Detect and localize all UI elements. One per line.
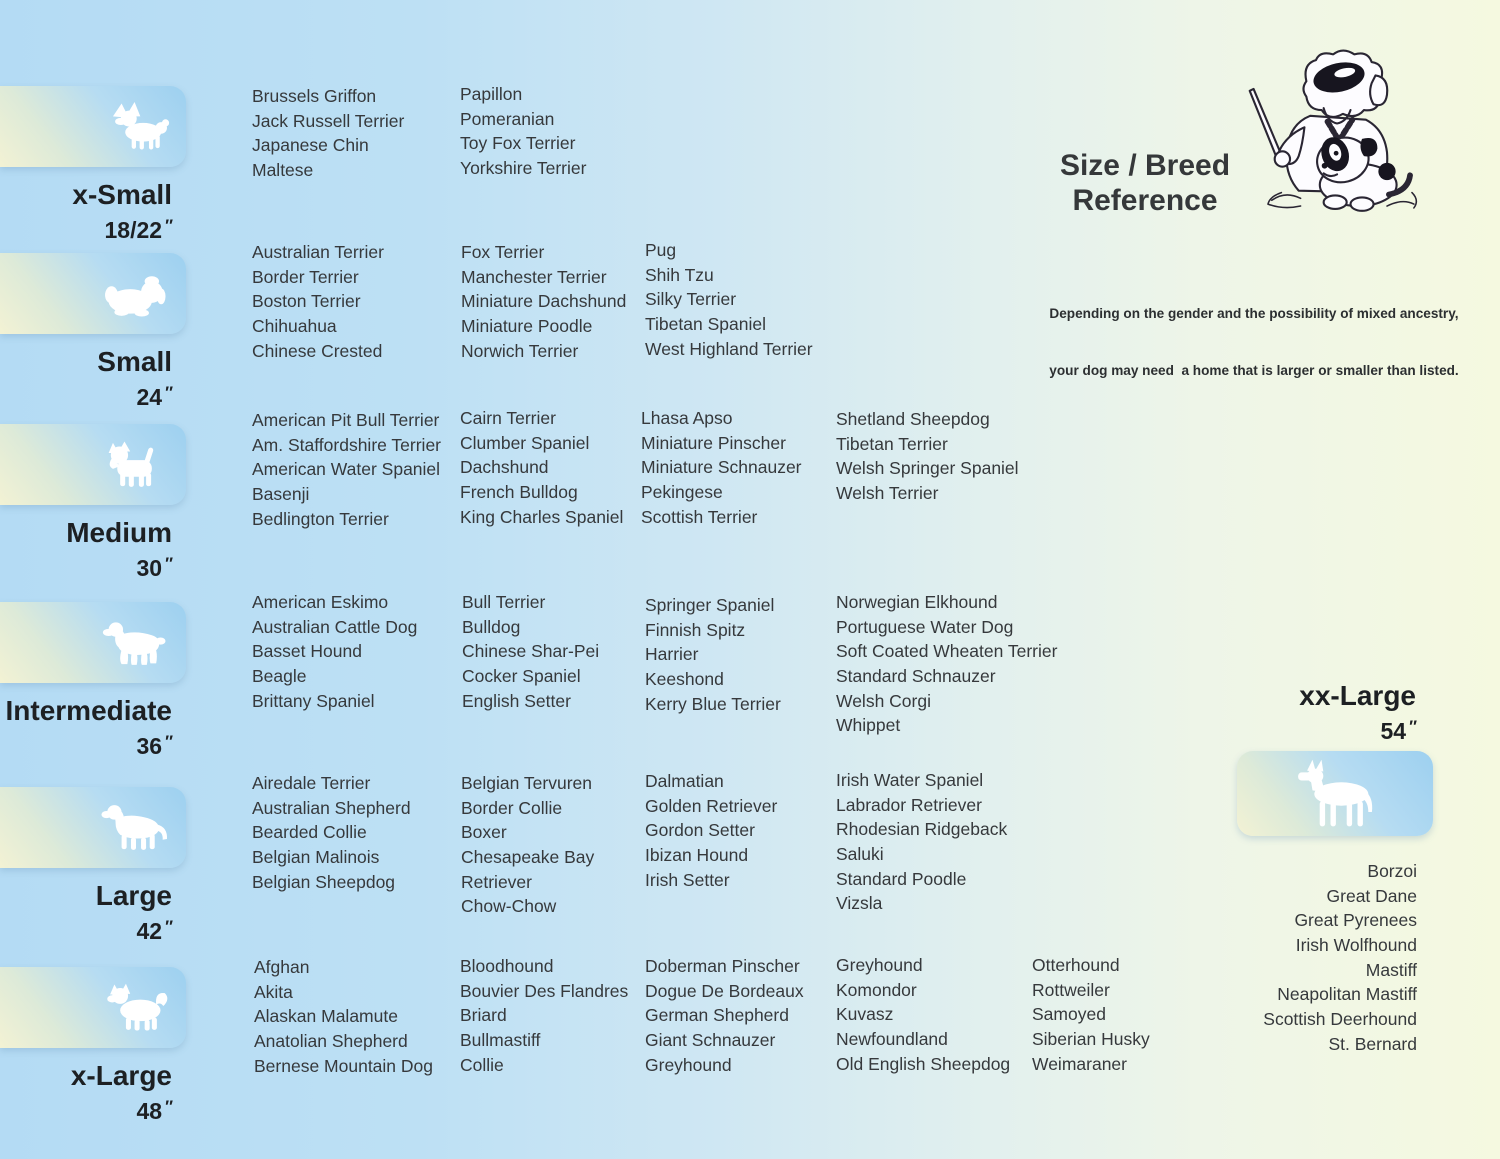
breed-item: Cocker Spaniel bbox=[462, 665, 581, 686]
size-inches: 48 ″ bbox=[136, 1097, 172, 1124]
breed-column-large-2 bbox=[461, 771, 624, 919]
breed-item: French Bulldog bbox=[460, 481, 578, 502]
breed-item: Pekingese bbox=[641, 481, 723, 502]
breed-item: Japanese Chin bbox=[252, 135, 369, 156]
inch-mark: ″ bbox=[165, 917, 172, 936]
breed-item: Whippet bbox=[836, 715, 901, 736]
breed-item: Saluki bbox=[836, 843, 884, 864]
breed-item: Australian Cattle Dog bbox=[252, 616, 418, 637]
disclaimer-note bbox=[1048, 266, 1460, 418]
inch-mark: ″ bbox=[165, 1097, 172, 1116]
breed-column-medium-1 bbox=[252, 408, 441, 531]
breed-item: Welsh Terrier bbox=[836, 482, 939, 503]
breed-column-intermediate-3 bbox=[645, 593, 781, 716]
breed-column-intermediate-4 bbox=[836, 590, 1057, 738]
breed-column-medium-4 bbox=[836, 407, 1019, 506]
size-inches: 42 ″ bbox=[136, 917, 172, 944]
breed-item: Silky Terrier bbox=[645, 289, 737, 310]
page-title bbox=[1040, 148, 1250, 218]
breed-item: Siberian Husky bbox=[1032, 1028, 1150, 1049]
breed-item: Samoyed bbox=[1032, 1004, 1106, 1025]
papillon-silhouette-icon bbox=[100, 95, 172, 158]
breed-column-large-1 bbox=[252, 771, 411, 894]
breed-item: Dogue De Bordeaux bbox=[645, 980, 804, 1001]
breed-column-medium-3 bbox=[641, 406, 802, 529]
breed-item: Brussels Griffon bbox=[252, 86, 377, 106]
breed-item: Cairn Terrier bbox=[460, 408, 556, 428]
breed-item: Standard Poodle bbox=[836, 868, 967, 889]
inch-mark: ″ bbox=[165, 383, 172, 402]
inch-mark: ″ bbox=[165, 216, 172, 235]
breed-item: Greyhound bbox=[645, 1054, 732, 1075]
breed-item: Bouvier Des Flandres bbox=[460, 980, 629, 1001]
breed-item: Yorkshire Terrier bbox=[460, 157, 587, 178]
breed-item: Lhasa Apso bbox=[641, 408, 733, 428]
breed-item: Standard Schnauzer bbox=[836, 665, 996, 686]
size-inches: 24 ″ bbox=[136, 383, 172, 410]
size-tile-medium bbox=[0, 424, 186, 505]
breed-column-small-3 bbox=[645, 238, 813, 361]
breed-item: Portuguese Water Dog bbox=[836, 616, 1014, 637]
size-name: xx-Large bbox=[1299, 680, 1416, 711]
breed-column-x-small-2 bbox=[460, 82, 586, 181]
breed-column-x-large-2 bbox=[460, 954, 628, 1077]
breed-item: Tibetan Terrier bbox=[836, 433, 948, 454]
size-inches: 54 ″ bbox=[1380, 717, 1416, 744]
breed-item: Springer Spaniel bbox=[645, 595, 775, 615]
size-tile-intermediate bbox=[0, 602, 186, 683]
great-dane-silhouette-icon bbox=[1283, 758, 1387, 830]
akita-silhouette-icon bbox=[100, 976, 172, 1039]
breed-item: Boxer bbox=[461, 822, 507, 843]
breed-item: Miniature Schnauzer bbox=[641, 457, 802, 478]
breed-item: Am. Staffordshire Terrier bbox=[252, 434, 442, 455]
retriever-silhouette-icon bbox=[100, 796, 172, 859]
breed-item: Afghan bbox=[254, 957, 310, 977]
size-name: Small bbox=[97, 346, 172, 377]
breed-item: Papillon bbox=[460, 84, 523, 104]
breed-item: Welsh Corgi bbox=[836, 690, 931, 711]
breed-item: Manchester Terrier bbox=[461, 266, 607, 287]
breed-column-x-large-1 bbox=[254, 955, 433, 1078]
breed-item: Chesapeake Bay Retriever bbox=[461, 846, 595, 892]
breed-item: Ibizan Hound bbox=[645, 844, 749, 865]
size-tile-x-large bbox=[0, 967, 186, 1048]
size-label-medium bbox=[0, 517, 172, 584]
breed-item: Fox Terrier bbox=[461, 242, 545, 262]
breed-column-intermediate-1 bbox=[252, 590, 417, 713]
disclaimer-line2: your dog may need a home that is larger or smaller than listed. bbox=[1049, 363, 1459, 378]
breed-item: Komondor bbox=[836, 979, 917, 1000]
size-label-intermediate bbox=[0, 695, 172, 762]
breed-item: Basset Hound bbox=[252, 641, 362, 662]
breed-item: Irish Setter bbox=[645, 869, 730, 890]
breed-column-small-1 bbox=[252, 240, 384, 363]
breed-item: Bloodhound bbox=[460, 956, 554, 976]
breed-item: Collie bbox=[460, 1054, 504, 1075]
breed-item: Toy Fox Terrier bbox=[460, 133, 576, 154]
breed-item: German Shepherd bbox=[645, 1005, 789, 1026]
breed-column-small-2 bbox=[461, 240, 626, 363]
breed-item: Basenji bbox=[252, 483, 310, 504]
size-label-large bbox=[0, 880, 172, 947]
breed-item: Belgian Malinois bbox=[252, 846, 380, 867]
breed-item: Rhodesian Ridgeback bbox=[836, 819, 1008, 840]
breed-item: Keeshond bbox=[645, 668, 724, 689]
shih-tzu-silhouette-icon bbox=[100, 262, 172, 325]
breed-column-xx-large bbox=[1263, 859, 1417, 1056]
breed-item: Border Collie bbox=[461, 797, 563, 818]
breed-item: Pug bbox=[645, 240, 677, 260]
sheepdog-teacher-illustration bbox=[1243, 48, 1435, 222]
page-title-line2: Reference bbox=[1072, 184, 1218, 217]
breed-item: Scottish Terrier bbox=[641, 506, 758, 527]
breed-item: Jack Russell Terrier bbox=[252, 110, 405, 131]
breed-item: Harrier bbox=[645, 644, 699, 665]
breed-item: Kuvasz bbox=[836, 1004, 894, 1025]
breed-item: King Charles Spaniel bbox=[460, 506, 624, 527]
size-tile-x-small bbox=[0, 86, 186, 167]
size-tile-large bbox=[0, 787, 186, 868]
breed-item: Bulldog bbox=[462, 616, 521, 637]
breed-item: Miniature Poodle bbox=[461, 315, 593, 336]
breed-item: Scottish Deerhound bbox=[1263, 1008, 1417, 1029]
breed-item: Soft Coated Wheaten Terrier bbox=[836, 641, 1058, 662]
breed-item: Weimaraner bbox=[1032, 1053, 1127, 1074]
breed-column-x-small-1 bbox=[252, 84, 404, 183]
breed-item: St. Bernard bbox=[1328, 1033, 1417, 1054]
size-label-x-small bbox=[0, 179, 172, 246]
size-name: Intermediate bbox=[5, 695, 172, 726]
breed-item: Welsh Springer Spaniel bbox=[836, 458, 1019, 479]
breed-item: Bernese Mountain Dog bbox=[254, 1055, 433, 1076]
breed-item: Maltese bbox=[252, 159, 314, 180]
breed-item: Shih Tzu bbox=[645, 264, 714, 285]
breed-item: Border Terrier bbox=[252, 266, 359, 287]
breed-item: Boston Terrier bbox=[252, 291, 361, 312]
breed-item: Chinese Crested bbox=[252, 340, 383, 361]
breed-item: Miniature Pinscher bbox=[641, 432, 786, 453]
size-label-xx-large bbox=[1299, 680, 1416, 747]
breed-item: Australian Shepherd bbox=[252, 797, 411, 818]
breed-item: Bedlington Terrier bbox=[252, 508, 389, 529]
size-label-x-large bbox=[0, 1060, 172, 1127]
breed-item: American Water Spaniel bbox=[252, 459, 441, 480]
west-highland-terrier-silhouette-icon bbox=[100, 433, 172, 496]
page-title-line1: Size / Breed bbox=[1059, 149, 1231, 182]
breed-item: Bullmastiff bbox=[460, 1029, 541, 1050]
spaniel-silhouette-icon bbox=[100, 611, 172, 674]
breed-item: West Highland Terrier bbox=[645, 338, 813, 359]
size-inches: 30 ″ bbox=[136, 554, 172, 581]
breed-column-large-3 bbox=[645, 769, 777, 892]
breed-item: Belgian Tervuren bbox=[461, 773, 593, 793]
breed-item: Dalmatian bbox=[645, 771, 724, 791]
breed-item: Norwich Terrier bbox=[461, 340, 579, 361]
breed-item: Alaskan Malamute bbox=[254, 1006, 398, 1027]
breed-item: Giant Schnauzer bbox=[645, 1029, 776, 1050]
breed-item: Finnish Spitz bbox=[645, 619, 746, 640]
inch-mark: ″ bbox=[1409, 717, 1416, 736]
breed-item: Anatolian Shepherd bbox=[254, 1030, 408, 1051]
breed-item: Great Pyrenees bbox=[1294, 910, 1417, 931]
breed-column-x-large-4 bbox=[836, 953, 1010, 1076]
size-name: x-Small bbox=[72, 179, 172, 210]
breed-item: Newfoundland bbox=[836, 1028, 948, 1049]
breed-item: Borzoi bbox=[1367, 861, 1417, 881]
breed-item: Old English Sheepdog bbox=[836, 1053, 1011, 1074]
breed-item: Rottweiler bbox=[1032, 979, 1110, 1000]
breed-item: Australian Terrier bbox=[252, 242, 384, 262]
breed-item: Clumber Spaniel bbox=[460, 432, 590, 453]
breed-item: Mastiff bbox=[1365, 959, 1417, 980]
breed-item: Golden Retriever bbox=[645, 795, 778, 816]
breed-column-intermediate-2 bbox=[462, 590, 599, 713]
breed-item: Bearded Collie bbox=[252, 822, 367, 843]
breed-item: Pomeranian bbox=[460, 108, 555, 129]
size-inches: 36 ″ bbox=[136, 732, 172, 759]
size-name: x-Large bbox=[70, 1060, 172, 1091]
breed-item: Neapolitan Mastiff bbox=[1277, 984, 1417, 1005]
breed-item: Irish Water Spaniel bbox=[836, 770, 984, 790]
breed-item: Dachshund bbox=[460, 457, 549, 478]
breed-item: Vizsla bbox=[836, 893, 883, 914]
inch-mark: ″ bbox=[165, 732, 172, 751]
inch-mark: ″ bbox=[165, 554, 172, 573]
breed-item: Great Dane bbox=[1326, 885, 1417, 906]
size-tile-xx-large bbox=[1237, 751, 1433, 836]
breed-item: Brittany Spaniel bbox=[252, 690, 375, 711]
size-label-small bbox=[0, 346, 172, 413]
breed-item: Norwegian Elkhound bbox=[836, 592, 998, 612]
breed-item: Irish Wolfhound bbox=[1295, 934, 1417, 955]
breed-item: Shetland Sheepdog bbox=[836, 409, 990, 429]
breed-item: Chinese Shar-Pei bbox=[462, 641, 600, 662]
breed-item: Bull Terrier bbox=[462, 592, 546, 612]
breed-item: Belgian Sheepdog bbox=[252, 871, 396, 892]
breed-item: Chow-Chow bbox=[461, 896, 557, 917]
breed-column-medium-2 bbox=[460, 406, 623, 529]
breed-column-x-large-5 bbox=[1032, 953, 1150, 1076]
breed-item: Beagle bbox=[252, 665, 307, 686]
breed-item: Airedale Terrier bbox=[252, 773, 371, 793]
breed-item: American Pit Bull Terrier bbox=[252, 410, 440, 430]
breed-item: Miniature Dachshund bbox=[461, 291, 627, 312]
breed-item: Greyhound bbox=[836, 955, 923, 975]
breed-item: Otterhound bbox=[1032, 955, 1120, 975]
size-name: Large bbox=[95, 880, 172, 911]
breed-item: Gordon Setter bbox=[645, 820, 755, 841]
breed-item: American Eskimo bbox=[252, 592, 389, 612]
breed-column-large-4 bbox=[836, 768, 1007, 916]
disclaimer-line1: Depending on the gender and the possibility of mixed ancestry, bbox=[1049, 306, 1459, 321]
breed-item: Kerry Blue Terrier bbox=[645, 693, 781, 714]
size-name: Medium bbox=[66, 517, 172, 548]
breed-column-x-large-3 bbox=[645, 954, 804, 1077]
breed-item: English Setter bbox=[462, 690, 571, 711]
breed-item: Chihuahua bbox=[252, 315, 337, 336]
breed-item: Labrador Retriever bbox=[836, 794, 982, 815]
size-tile-small bbox=[0, 253, 186, 334]
breed-item: Akita bbox=[254, 981, 293, 1002]
breed-item: Doberman Pinscher bbox=[645, 956, 800, 976]
breed-item: Tibetan Spaniel bbox=[645, 313, 766, 334]
size-inches: 18/22 ″ bbox=[104, 216, 172, 243]
breed-item: Briard bbox=[460, 1005, 507, 1026]
